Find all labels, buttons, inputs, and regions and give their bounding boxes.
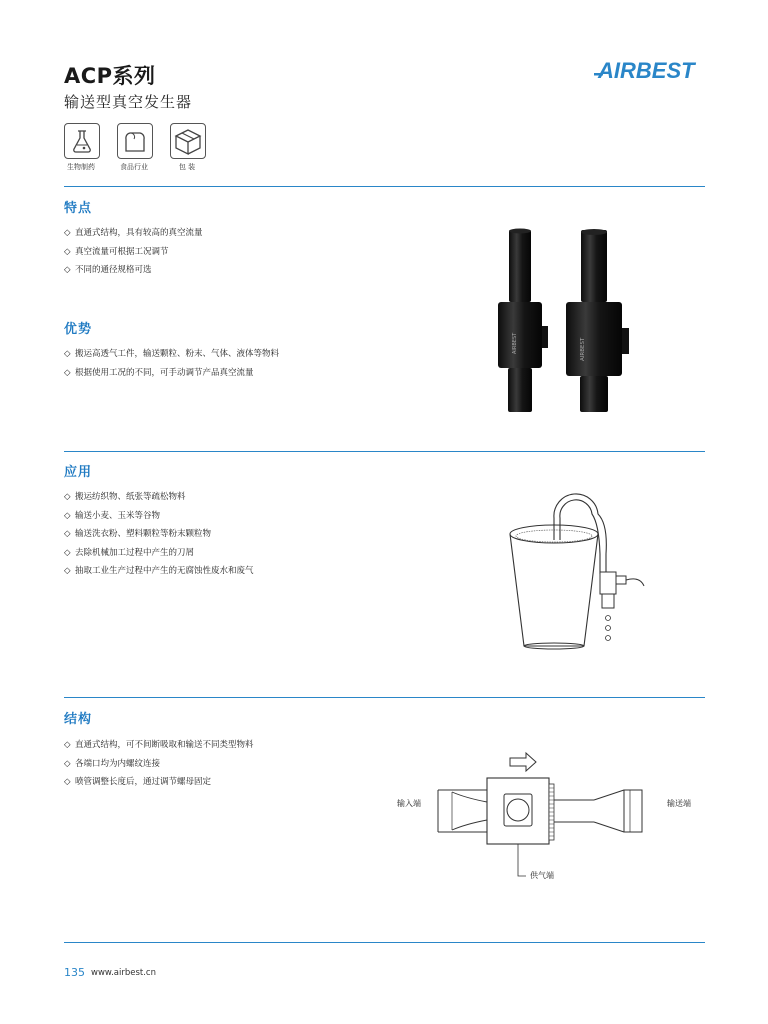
advantages-list <box>64 345 279 382</box>
page-subtitle: 输送型真空发生器 <box>64 93 193 111</box>
input-port-label: 输入端 <box>397 799 421 808</box>
output-port-label: 输送端 <box>667 799 691 808</box>
website-link[interactable]: www.airbest.cn <box>91 968 156 978</box>
list-item: ◇ 输送洗衣粉、塑料颗粒等粉末颗粒物 <box>64 529 212 539</box>
list-item: ◇ 直通式结构，可不间断吸取和输送不同类型物料 <box>64 740 254 750</box>
section-divider <box>64 697 705 698</box>
list-item: ◇ 搬运高透气工件，输送颗粒、粉末、气体、液体等物料 <box>64 349 280 359</box>
box-icon <box>170 123 206 159</box>
list-item: ◇ 搬运纺织物、纸张等疏松物料 <box>64 492 186 502</box>
product-photo <box>496 226 646 420</box>
section-divider <box>64 451 705 452</box>
brand-logo <box>594 58 702 86</box>
section-title-advantages: 优势 <box>64 322 93 337</box>
list-item: ◇ 输送小麦、玉米等谷物 <box>64 510 161 521</box>
section-title-applications: 应用 <box>64 465 93 480</box>
list-item: ◇ 直通式结构，具有较高的真空流量 <box>64 228 203 238</box>
list-item: ◇ 抽取工业生产过程中产生的无腐蚀性废水和废气 <box>64 566 254 576</box>
list-item: ◇ 不同的通径规格可选 <box>64 265 152 275</box>
svg-text:AIRBEST: AIRBEST <box>580 337 586 361</box>
list-item: ◇ 根据使用工况的不同，可手动调节产品真空流量 <box>64 367 254 378</box>
list-item: ◇ 喷管调整长度后，通过调节螺母固定 <box>64 777 212 787</box>
industry-label-packaging: 包 装 <box>178 163 196 171</box>
section-title-features: 特点 <box>64 201 93 216</box>
structure-list <box>64 736 254 792</box>
svg-text:AIRBEST: AIRBEST <box>598 58 695 82</box>
features-list <box>64 224 203 280</box>
industry-label-food: 食品行业 <box>120 163 148 171</box>
applications-list <box>64 488 254 581</box>
industry-label-pharma: 生物制药 <box>67 163 95 171</box>
list-item: ◇ 真空流量可根据工况调节 <box>64 246 169 257</box>
section-title-structure: 结构 <box>64 712 93 727</box>
page-title: ACP系列 <box>64 64 156 88</box>
section-divider <box>64 186 705 187</box>
footer-divider <box>64 942 705 943</box>
svg-text:AIRBEST: AIRBEST <box>512 332 518 354</box>
supply-port-label: 供气端 <box>530 871 554 880</box>
application-illustration <box>500 484 660 658</box>
list-item: ◇ 去除机械加工过程中产生的刀屑 <box>64 547 195 558</box>
list-item: ◇ 各端口均为内螺纹连接 <box>64 758 161 769</box>
bread-icon <box>117 123 153 159</box>
flask-icon <box>64 123 100 159</box>
page-number: 135 <box>64 966 85 979</box>
